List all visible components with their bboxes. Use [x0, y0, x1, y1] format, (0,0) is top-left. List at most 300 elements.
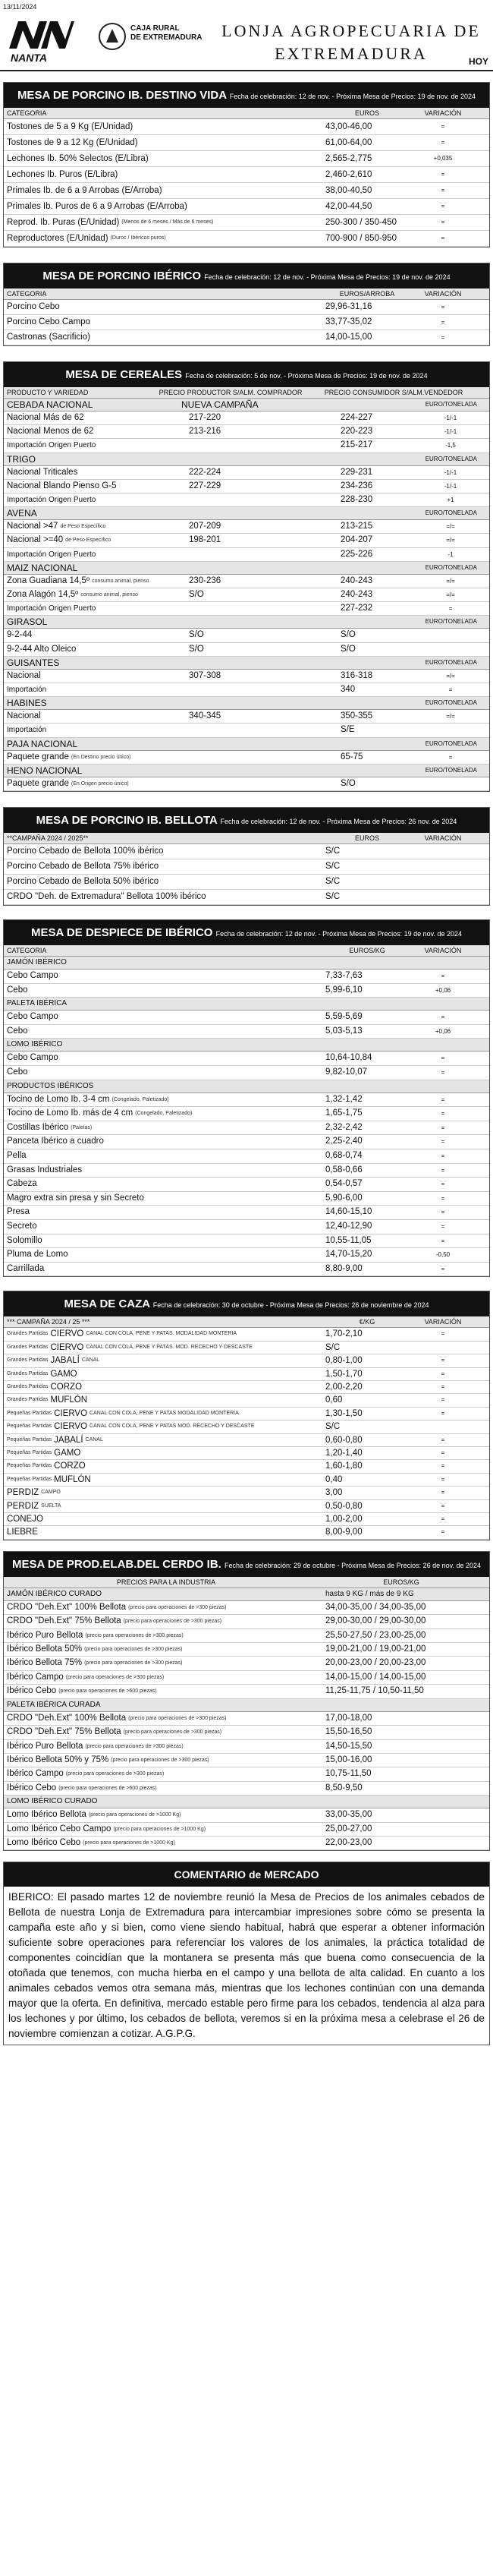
row-label: Porcino Cebado de Bellota 75% ibérico [7, 862, 159, 872]
table-row [4, 534, 489, 547]
table-row [4, 1500, 489, 1513]
row-price: S/C [325, 1422, 341, 1432]
row-price: 1,30-1,50 [325, 1408, 363, 1418]
row-consumer-price: 234-236 [341, 481, 373, 490]
row-variation: +0,035 [433, 155, 453, 162]
row-name [7, 199, 325, 214]
row-note: consumo animal, pienso [80, 592, 138, 598]
row-note: (precio para operaciones de >1000 Kg) [113, 1826, 206, 1832]
row-prefix: Pequeñas Partidas [7, 1476, 52, 1482]
row-label: Importación [7, 686, 47, 695]
section-title [4, 920, 489, 945]
group-unit: EURO/TONELADA [425, 658, 477, 666]
row-label: Porcino Cebo [7, 302, 60, 311]
row-price: 1,32-1,42 [325, 1094, 363, 1104]
row-label: JABALÍ [54, 1435, 83, 1445]
row-consumer-price: 340 [341, 685, 356, 695]
table-row [4, 1767, 489, 1781]
table-row [4, 1823, 489, 1837]
row-price: 33,77-35,02 [325, 317, 372, 326]
table-row [4, 1263, 489, 1277]
section-title-text: MESA DE PROD.ELAB.DEL CERDO IB. [11, 1557, 221, 1571]
section-gap [0, 346, 493, 361]
row-price: 61,00-64,00 [325, 138, 372, 147]
row-label: Ibérico Cebo [7, 1686, 57, 1696]
section-gap [0, 792, 493, 807]
row-price: 0,58-0,66 [325, 1165, 363, 1174]
row-name [7, 231, 325, 246]
row-name [7, 1408, 325, 1420]
group-campaign: NUEVA CAMPAÑA [181, 399, 259, 410]
row-price: 42,00-44,50 [325, 202, 372, 211]
table-row [4, 1460, 489, 1473]
row-variation: = [441, 334, 445, 341]
row-name [7, 1782, 325, 1795]
row-label: Nacional >=40 [7, 535, 64, 545]
group-label: GUISANTES [7, 657, 60, 668]
row-label: Carrillada [7, 1263, 45, 1273]
row-prefix: Grandes Partidas [7, 1344, 49, 1350]
row-variation: = [441, 1357, 445, 1364]
row-note: (precio para operaciones de >300 piezas) [111, 1757, 209, 1763]
section-title-text: MESA DE PORCINO IBÉRICO [42, 270, 202, 282]
row-note: (Congelado, Paletizado) [111, 1096, 169, 1102]
table-row [4, 135, 489, 151]
column-label: CATEGORIA [7, 947, 47, 955]
row-name [7, 1657, 325, 1670]
row-note: de Peso Específico [65, 538, 111, 544]
row-price: 10,75-11,50 [325, 1769, 372, 1779]
row-name [7, 1107, 325, 1121]
group-unit: EURO/TONELADA [425, 563, 477, 571]
row-producer-price [189, 493, 341, 506]
row-label: Paquete grande [7, 752, 69, 761]
row-price: 0,68-0,74 [325, 1151, 363, 1160]
table-row [4, 1206, 489, 1220]
group-header [4, 998, 489, 1011]
section-title [4, 263, 489, 288]
row-note: CANAL CON COLA, PENE Y PATAS MOD. RECECHO Y DESCASTE [89, 1424, 255, 1430]
column-label: EUROS/ARROBA [339, 290, 395, 298]
row-variation: = [441, 1222, 445, 1230]
table-row [4, 1726, 489, 1739]
row-name [7, 1263, 325, 1276]
table-row [4, 683, 489, 697]
nanta-logo [6, 18, 76, 62]
row-price: 15,50-16,50 [325, 1727, 372, 1737]
table-row [4, 480, 489, 493]
row-label: Importación Origen Puerto [7, 441, 96, 450]
group-unit: EURO/TONELADA [425, 739, 477, 747]
row-price: 17,00-18,00 [325, 1713, 372, 1723]
row-prefix: Pequeñas Partidas [7, 1424, 52, 1430]
row-variation: = [448, 605, 453, 613]
row-name [7, 629, 189, 642]
group-label: LOMO IBÉRICO [7, 1040, 63, 1049]
row-name [7, 466, 189, 479]
section-title-text: MESA DE PORCINO IB. DESTINO VIDA [17, 89, 227, 102]
table-row [4, 710, 489, 724]
table-row [4, 984, 489, 998]
table-row [4, 1093, 489, 1108]
table-row [4, 1052, 489, 1066]
row-price: S/C [325, 1342, 341, 1352]
nanta-brand: NANTA [11, 52, 47, 64]
row-label: Nacional >47 [7, 522, 58, 531]
row-label: Ibérico Puro Bellota [7, 1630, 83, 1640]
row-price: 5,59-5,69 [325, 1012, 363, 1022]
row-label: Nacional Más de 62 [7, 413, 84, 422]
table-row [4, 199, 489, 215]
table-row [4, 1526, 489, 1539]
row-label: Importación Origen Puerto [7, 604, 96, 613]
header [0, 0, 493, 71]
row-label: CRDO "Deh.Ext" 100% Bellota [7, 1602, 127, 1612]
row-variation: = [441, 1396, 445, 1404]
row-producer-price [189, 602, 341, 615]
row-variation: = [441, 123, 445, 130]
row-price: 25,00-27,00 [325, 1824, 372, 1833]
row-producer-price: 198-201 [189, 535, 221, 545]
table-row [4, 751, 489, 765]
row-note: CANAL CON COLA, PENE Y PATAS MODALIDAD MONTERIA [89, 1410, 239, 1416]
row-label: Nacional Triticales [7, 467, 78, 477]
table-row [4, 1381, 489, 1394]
row-note: (precio para operaciones de >600 piezas) [58, 1688, 157, 1695]
row-price: 8,80-9,00 [325, 1263, 363, 1273]
row-name [7, 1149, 325, 1163]
row-price: 19,00-21,00 / 19,00-21,00 [325, 1644, 426, 1654]
row-label: Porcino Cebado de Bellota 50% ibérico [7, 877, 159, 887]
row-name [7, 439, 189, 452]
row-label: Importación Origen Puerto [7, 550, 96, 559]
row-prefix: Pequeñas Partidas [7, 1463, 52, 1469]
row-prefix: Pequeñas Partidas [7, 1410, 52, 1416]
row-name [7, 1328, 325, 1340]
row-name [7, 1837, 325, 1849]
row-producer-price [189, 683, 341, 696]
row-variation: = [441, 1265, 445, 1272]
row-name [7, 1093, 325, 1107]
row-name [7, 135, 325, 150]
table-row [4, 300, 489, 315]
bellota-section [3, 807, 490, 906]
row-price: 1,00-2,00 [325, 1515, 363, 1524]
row-variation: = [441, 973, 445, 980]
row-name [7, 1342, 325, 1354]
table-row [4, 1782, 489, 1796]
table-row [4, 1025, 489, 1039]
row-name [7, 1671, 325, 1684]
group-campaign [181, 507, 401, 519]
row-variation: = [441, 1489, 445, 1496]
group-campaign [181, 738, 401, 750]
group-label: TRIGO [7, 453, 36, 465]
row-producer-price [189, 724, 341, 736]
row-name [7, 859, 325, 874]
column-label: EUROS/KG [349, 947, 385, 955]
row-note: (En Destino precio único) [71, 754, 131, 760]
row-variation: = [441, 1055, 445, 1062]
row-note: (precio para operaciones de >1000 Kg) [83, 1840, 175, 1846]
column-label: EUROS [354, 834, 379, 843]
row-variation [409, 1342, 477, 1354]
row-label: Tostones de 9 a 12 Kg (E/Unidad) [7, 138, 138, 147]
row-label: Zona Guadiana 14,5º [7, 575, 90, 585]
group-header [4, 738, 489, 751]
row-consumer-price: S/E [341, 725, 355, 735]
row-label: JABALÍ [50, 1356, 80, 1366]
row-variation: =/= [446, 577, 455, 585]
row-label: Tocino de Lomo Ib. más de 4 cm [7, 1108, 133, 1118]
row-producer-price: 307-308 [189, 670, 221, 680]
table-row [4, 425, 489, 439]
row-name [7, 520, 189, 533]
table-row [4, 1107, 489, 1121]
row-label: Zona Alagón 14,5º [7, 590, 79, 600]
row-label: Cebo Campo [7, 971, 58, 981]
row-note: (Menos de 6 meses / Más de 6 meses) [121, 219, 214, 225]
group-campaign [181, 453, 401, 465]
row-producer-price: 213-216 [189, 427, 221, 437]
row-name [7, 1460, 325, 1472]
row-name [7, 1420, 325, 1433]
group-label: MAIZ NACIONAL [7, 562, 78, 573]
row-note: (precio para operaciones de >300 piezas) [128, 1715, 227, 1721]
row-producer-price [189, 439, 341, 452]
row-variation: = [441, 235, 445, 241]
row-label: CIERVO [50, 1342, 84, 1352]
row-name [7, 683, 189, 696]
row-label: CORZO [50, 1382, 83, 1392]
table-row [4, 844, 489, 859]
group-header [4, 507, 489, 520]
column-header [4, 387, 489, 399]
group-header [4, 765, 489, 777]
row-variation: = [441, 1181, 445, 1188]
group-column-head: hasta 9 KG / más de 9 KG [325, 1589, 414, 1598]
row-note: (precio para operaciones de >300 piezas) [85, 1632, 184, 1638]
section-subtitle: Fecha de celebración: 12 de nov. - Próxima Mesa de Precios: 19 de nov. de 2024 [229, 93, 476, 100]
table-row [4, 643, 489, 657]
row-label: 9-2-44 [7, 630, 33, 640]
row-label: CORZO [54, 1461, 86, 1471]
table-row [4, 1328, 489, 1341]
row-consumer-price: S/O [341, 778, 356, 788]
title-line-1: LONJA AGROPECUARIA DE [221, 21, 481, 40]
table-row [4, 330, 489, 345]
row-price: S/C [325, 892, 341, 902]
table-row [4, 548, 489, 562]
comment-title: COMENTARIO de MERCADO [4, 1862, 489, 1887]
row-variation: = [448, 753, 453, 761]
table-row [4, 1121, 489, 1136]
row-label: 9-2-44 Alto Oleico [7, 644, 77, 654]
row-consumer-price: 220-223 [341, 427, 373, 437]
row-label: Castronas (Sacrificio) [7, 333, 90, 342]
group-campaign [181, 697, 401, 709]
row-price: 14,00-15,00 / 14,00-15,00 [325, 1672, 426, 1682]
row-label: Paquete grande [7, 778, 69, 788]
row-variation: = [441, 1449, 445, 1456]
row-note: (Paletas) [71, 1124, 93, 1130]
table-row [4, 1368, 489, 1381]
table-row [4, 183, 489, 199]
row-producer-price: 207-209 [189, 522, 221, 531]
row-name [7, 183, 325, 198]
table-row [4, 1164, 489, 1178]
table-row [4, 575, 489, 588]
row-price: 20,00-23,00 / 20,00-23,00 [325, 1658, 426, 1668]
row-consumer-price: S/O [341, 630, 356, 640]
row-name [7, 588, 189, 601]
row-price: 3,00 [325, 1488, 343, 1498]
row-name [7, 724, 189, 736]
row-name [7, 643, 189, 656]
row-consumer-price: 224-227 [341, 413, 373, 422]
row-name [7, 1434, 325, 1446]
row-name [7, 1447, 325, 1459]
row-variation: = [441, 1110, 445, 1118]
row-price: 1,65-1,75 [325, 1108, 363, 1118]
table-row [4, 602, 489, 616]
row-variation: = [441, 1166, 445, 1174]
row-name [7, 1726, 325, 1739]
row-variation: = [441, 1436, 445, 1443]
row-consumer-price: 65-75 [341, 752, 363, 761]
group-header [4, 616, 489, 629]
row-variation: =/= [446, 672, 455, 679]
row-name [7, 1754, 325, 1767]
row-name [7, 1248, 325, 1262]
column-header [4, 1316, 489, 1328]
table-row [4, 670, 489, 683]
group-label: HABINES [7, 698, 47, 709]
table-row [4, 315, 489, 330]
row-note: (Congelado, Paletizado) [135, 1111, 193, 1117]
row-producer-price [189, 751, 341, 764]
row-label: Importación [7, 726, 47, 735]
row-variation [409, 859, 477, 874]
table-row [4, 1234, 489, 1249]
row-price: 250-300 / 350-450 [325, 218, 397, 227]
row-label: MUFLÓN [50, 1395, 88, 1405]
group-header [4, 657, 489, 670]
row-variation: = [441, 1462, 445, 1470]
table-row [4, 1408, 489, 1420]
group-unit: EURO/TONELADA [425, 699, 477, 707]
table-row [4, 1178, 489, 1192]
row-variation: = [441, 1502, 445, 1509]
row-name [7, 875, 325, 889]
row-variation: = [448, 686, 453, 694]
row-producer-price [189, 548, 341, 561]
row-note: (precio para operaciones de >300 piezas) [85, 1743, 184, 1749]
row-name [7, 1394, 325, 1406]
row-name [7, 1808, 325, 1821]
row-consumer-price: 316-318 [341, 670, 373, 680]
row-label: Secreto [7, 1221, 37, 1231]
row-producer-price: 217-220 [189, 413, 221, 422]
elaborados-section [3, 1551, 490, 1852]
row-label: Cebo Campo [7, 1012, 58, 1022]
caza-section [3, 1291, 490, 1540]
row-name [7, 1823, 325, 1836]
table-row [4, 1629, 489, 1643]
group-label: PALETA IBÉRICA CURADA [7, 1700, 101, 1709]
row-consumer-price: 228-230 [341, 495, 373, 505]
row-prefix: Grandes Partidas [7, 1331, 49, 1337]
row-note: CANAL [81, 1357, 100, 1364]
row-label: CRDO "Deh.Ext" 75% Bellota [7, 1727, 121, 1737]
row-variation: = [441, 1528, 445, 1536]
row-variation: = [441, 1194, 445, 1202]
row-price: 8,50-9,50 [325, 1783, 363, 1792]
row-name [7, 167, 325, 182]
row-price: 8,00-9,00 [325, 1528, 363, 1537]
table-row [4, 1394, 489, 1407]
despiece-section [3, 919, 490, 1277]
row-prefix: Pequeñas Partidas [7, 1450, 52, 1455]
section-gap [0, 1851, 493, 1862]
section-title-text: MESA DE PORCINO IB. BELLOTA [36, 814, 218, 828]
row-note: (precio para operaciones de >300 piezas) [123, 1729, 222, 1736]
row-name [7, 1740, 325, 1753]
group-label: PRODUCTOS IBÉRICOS [7, 1081, 94, 1090]
table-row [4, 1149, 489, 1164]
row-price: S/C [325, 847, 341, 856]
row-name [7, 970, 325, 983]
row-label: Ibérico Campo [7, 1769, 64, 1779]
group-label: AVENA [7, 508, 37, 519]
row-consumer-price: S/O [341, 644, 356, 654]
column-label: CATEGORIA [7, 290, 47, 298]
row-label: PERDIZ [7, 1501, 39, 1511]
row-price: 10,55-11,05 [325, 1235, 372, 1245]
column-label: VARIACIÓN [424, 109, 462, 117]
column-label: PRECIO CONSUMIDOR S/ALM.VENDEDOR [324, 389, 463, 396]
row-name [7, 548, 189, 561]
table-row [4, 859, 489, 875]
row-label: PERDIZ [7, 1488, 39, 1498]
table-row [4, 1601, 489, 1615]
row-label: Lomo Ibérico Bellota [7, 1810, 86, 1820]
group-unit: EURO/TONELADA [425, 455, 477, 462]
section-subtitle: Fecha de celebración: 5 de nov. - Próxima Mesa de Precios: 19 de nov. de 2024 [185, 372, 428, 380]
row-consumer-price: 227-232 [341, 604, 373, 613]
row-label: MUFLÓN [54, 1474, 91, 1484]
group-label: PALETA IBÉRICA [7, 999, 68, 1008]
row-note: SUELTA [41, 1502, 61, 1509]
row-name [7, 984, 325, 998]
row-price: 0,80-1,00 [325, 1356, 363, 1366]
row-variation: =/= [446, 537, 455, 544]
row-consumer-price: 213-215 [341, 522, 373, 531]
row-name [7, 1500, 325, 1512]
row-label: Reproductores (E/Unidad) [7, 234, 108, 243]
row-name [7, 1629, 325, 1642]
row-name [7, 1474, 325, 1486]
row-name [7, 710, 189, 723]
row-name [7, 890, 325, 904]
row-variation: -1/-1 [444, 415, 457, 421]
column-header [4, 833, 489, 844]
caja-rural-emblem-icon [97, 21, 127, 52]
row-variation [424, 643, 477, 656]
row-name [7, 1487, 325, 1499]
table-row [4, 411, 489, 425]
row-label: Nacional [7, 670, 41, 680]
